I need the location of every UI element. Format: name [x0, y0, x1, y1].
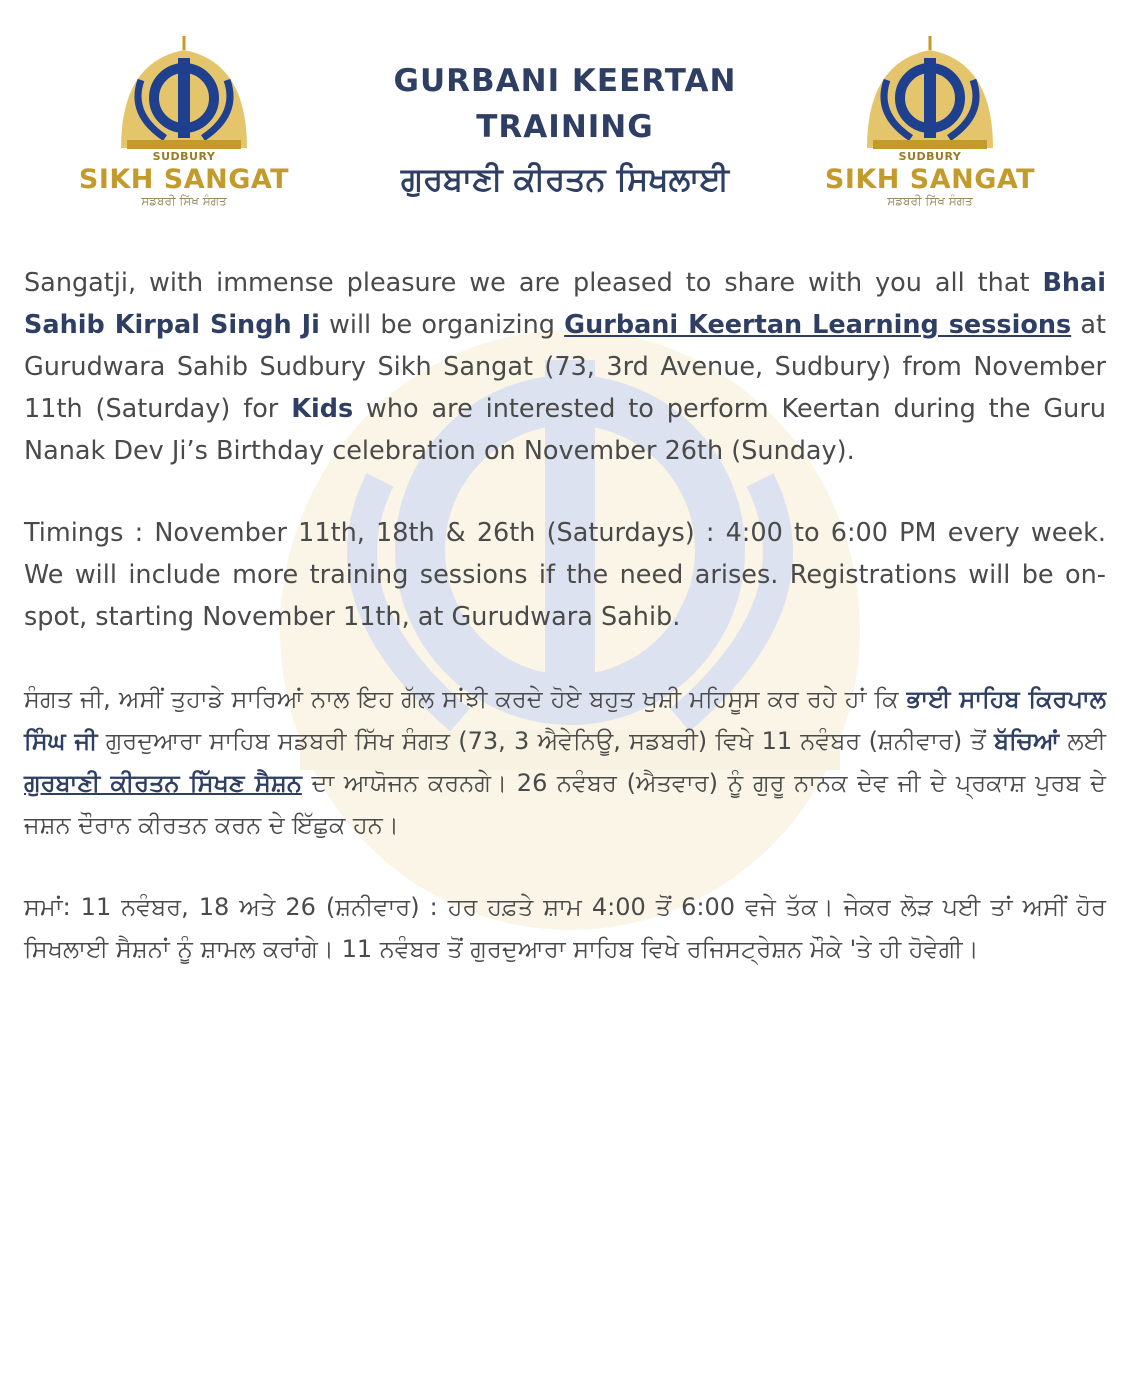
punjabi-intro-paragraph [24, 678, 1106, 846]
announcement-body [24, 262, 1106, 970]
logo-small-text: SUDBURY [898, 150, 962, 163]
text-span: at Gurudwara Sahib Sudbury Sikh Sangat (73, 3rd Avenue, Sudbury) from November 11th (Saturday) for [24, 310, 1107, 424]
page-title [330, 58, 800, 204]
title-line1: GURBANI KEERTAN [393, 63, 737, 99]
logo-main-text: SIKH SANGAT [78, 164, 290, 195]
text-span: who are interested to perform Keertan during the Guru Nanak Dev Ji’s Birthday celebration on November 26th (Sunday). [24, 394, 1106, 466]
text-span: ਦਾ ਆਯੋਜਨ ਕਰਨਗੇ। 26 ਨਵੰਬਰ (ਐਤਵਾਰ) ਨੂੰ ਗੁਰੂ ਨਾਨਕ ਦੇਵ ਜੀ ਦੇ ਪ੍ਰਕਾਸ਼ ਪੁਰਬ ਦੇ ਜਸ਼ਨ ਦੌਰਾਨ ਕੀਰਤਨ ਕਰਨ ਦੇ ਇੱਛੁਕ ਹਨ। [24, 769, 1106, 839]
punjabi-timings-paragraph: ਸਮਾਂ: 11 ਨਵੰਬਰ, 18 ਅਤੇ 26 (ਸ਼ਨੀਵਾਰ) : ਹਰ ਹਫ਼ਤੇ ਸ਼ਾਮ 4:00 ਤੋਂ 6:00 ਵਜੇ ਤੱਕ। ਜੇਕਰ ਲੋੜ ਪਈ ਤਾਂ ਅਸੀਂ ਹੋਰ ਸਿਖਲਾਈ ਸੈਸ਼ਨਾਂ ਨੂੰ ਸ਼ਾਮਲ ਕਰਾਂਗੇ। 11 ਨਵੰਬਰ ਤੋਂ ਗੁਰਦੁਆਰਾ ਸਾਹਿਬ ਵਿਖੇ ਰਜਿਸਟ੍ਰੇਸ਼ਨ ਮੌਕੇ 'ਤੇ ਹੀ ਹੋਵੇਗੀ। [24, 893, 1106, 963]
english-timings-paragraph: Timings : November 11th, 18th & 26th (Saturdays) : 4:00 to 6:00 PM every week. We will include more training sessions if the need arises. Registrations will be on-spot, starting November 11th, at Gurudwara Sahib. [24, 518, 1106, 632]
kids-highlight: Kids [291, 394, 354, 424]
english-intro-paragraph [24, 262, 1106, 472]
text-span: will be organizing [319, 310, 565, 340]
text-span: ਲਈ [1059, 727, 1106, 755]
logo-gurmukhi-text: ਸਡਬਰੀ ਸਿੱਖ ਸੰਗਤ [141, 194, 227, 208]
logo-left [74, 36, 294, 216]
khanda-icon [99, 36, 269, 151]
title-line2: TRAINING [476, 109, 654, 145]
instructor-name: Bhai Sahib Kirpal Singh Ji [24, 268, 1106, 340]
text-span: Sangatji, with immense pleasure we are pleased to share with you all that [24, 268, 1043, 298]
kids-highlight-punjabi: ਬੱਚਿਆਂ [994, 727, 1060, 755]
text-span: ਗੁਰਦੁਆਰਾ ਸਾਹਿਬ ਸਡਬਰੀ ਸਿੱਖ ਸੰਗਤ (73, 3 ਐਵੇਨਿਊ, ਸਡਬਰੀ) ਵਿਖੇ 11 ਨਵੰਬਰ (ਸ਼ਨੀਵਾਰ) ਤੋਂ [97, 727, 995, 755]
logo-gurmukhi-text: ਸਡਬਰੀ ਸਿੱਖ ਸੰਗਤ [887, 194, 973, 208]
logo-main-text: SIKH SANGAT [824, 164, 1036, 195]
khanda-icon [845, 36, 1015, 151]
logo-small-text: SUDBURY [152, 150, 216, 163]
header [0, 0, 1131, 240]
sessions-highlight-punjabi: ਗੁਰਬਾਣੀ ਕੀਰਤਨ ਸਿੱਖਣ ਸੈਸ਼ਨ [24, 769, 302, 797]
title-punjabi: ਗੁਰਬਾਣੀ ਕੀਰਤਨ ਸਿਖਲਾਈ [400, 160, 730, 198]
sessions-highlight: Gurbani Keertan Learning sessions [564, 310, 1072, 340]
instructor-name-punjabi: ਭਾਈ ਸਾਹਿਬ ਕਿਰਪਾਲ ਸਿੰਘ ਜੀ [24, 685, 1107, 755]
text-span: ਸੰਗਤ ਜੀ, ਅਸੀਂ ਤੁਹਾਡੇ ਸਾਰਿਆਂ ਨਾਲ ਇਹ ਗੱਲ ਸਾਂਝੀ ਕਰਦੇ ਹੋਏ ਬਹੁਤ ਖੁਸ਼ੀ ਮਹਿਸੂਸ ਕਰ ਰਹੇ ਹਾਂ ਕਿ [24, 685, 907, 713]
logo-right [820, 36, 1040, 216]
